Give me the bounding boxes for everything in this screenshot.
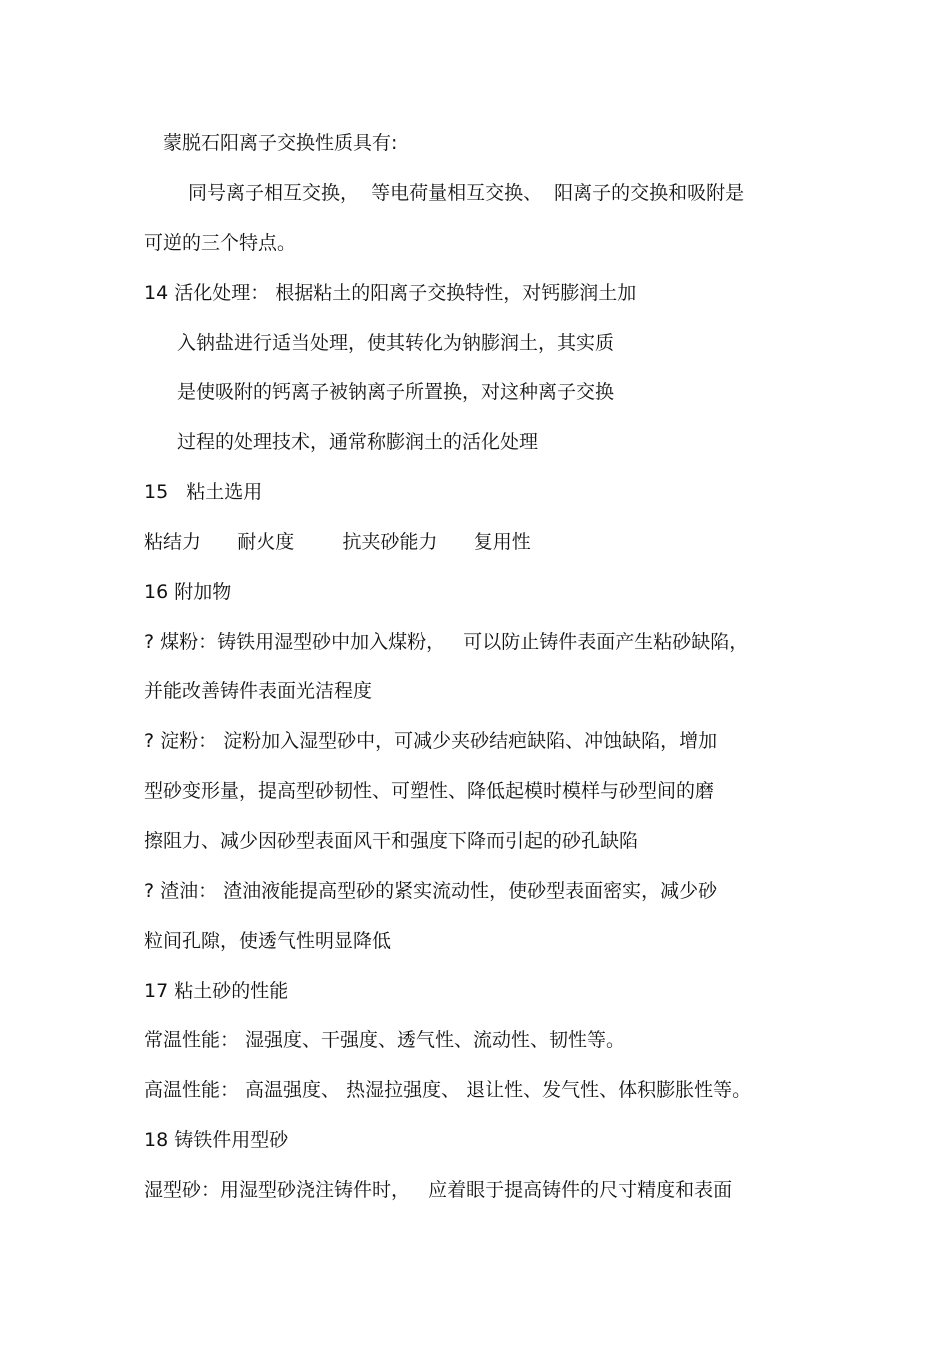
- text-line-starch-2: 型砂变形量，提高型砂韧性、可塑性、降低起模时模样与砂型间的磨: [144, 780, 715, 802]
- text-line-activation-1: 入钠盐进行适当处理，使其转化为钠膨润土，其实质: [177, 332, 615, 354]
- text-line-starch-1: ? 淀粉： 淀粉加入湿型砂中，可减少夹砂结疤缺陷、冲蚀缺陷，增加: [144, 730, 718, 752]
- text-line-starch-3: 擦阻力、减少因砂型表面风干和强度下降而引起的砂孔缺陷: [144, 830, 639, 852]
- section-heading-16: 16 附加物: [144, 581, 232, 603]
- text-line-clay-criteria: 粘结力 耐火度 抗夹砂能力 复用性: [144, 531, 531, 553]
- text-line-residual-oil-2: 粒间孔隙，使透气性明显降低: [144, 930, 392, 952]
- text-line-residual-oil-1: ? 渣油： 渣油液能提高型砂的紧实流动性，使砂型表面密实，减少砂: [144, 880, 718, 902]
- text-line-room-temp-properties: 常温性能： 湿强度、干强度、透气性、流动性、韧性等。: [144, 1029, 626, 1051]
- text-line-green-sand: 湿型砂：用湿型砂浇注铸件时， 应着眼于提高铸件的尺寸精度和表面: [144, 1179, 733, 1201]
- text-line-activation-2: 是使吸附的钙离子被钠离子所置换，对这种离子交换: [177, 381, 615, 403]
- text-line-activation-3: 过程的处理技术，通常称膨润土的活化处理: [177, 431, 539, 453]
- text-line-exchange-features-cont: 可逆的三个特点。: [144, 232, 297, 254]
- section-heading-14: 14 活化处理： 根据粘土的阳离子交换特性，对钙膨润土加: [144, 282, 637, 304]
- section-heading-17: 17 粘土砂的性能: [144, 980, 289, 1002]
- text-line-exchange-features: 同号离子相互交换， 等电荷量相互交换、 阳离子的交换和吸附是: [188, 182, 745, 204]
- section-heading-18: 18 铸铁件用型砂: [144, 1129, 289, 1151]
- text-line-intro: 蒙脱石阳离子交换性质具有:: [163, 132, 398, 154]
- section-heading-15: 15 粘土选用: [144, 481, 263, 503]
- text-line-high-temp-properties: 高温性能： 高温强度、 热湿拉强度、 退让性、发气性、体积膨胀性等。: [144, 1079, 752, 1101]
- text-line-coal-powder-2: 并能改善铸件表面光洁程度: [144, 680, 373, 702]
- text-line-coal-powder-1: ? 煤粉：铸铁用湿型砂中加入煤粉， 可以防止铸件表面产生粘砂缺陷，: [144, 631, 749, 653]
